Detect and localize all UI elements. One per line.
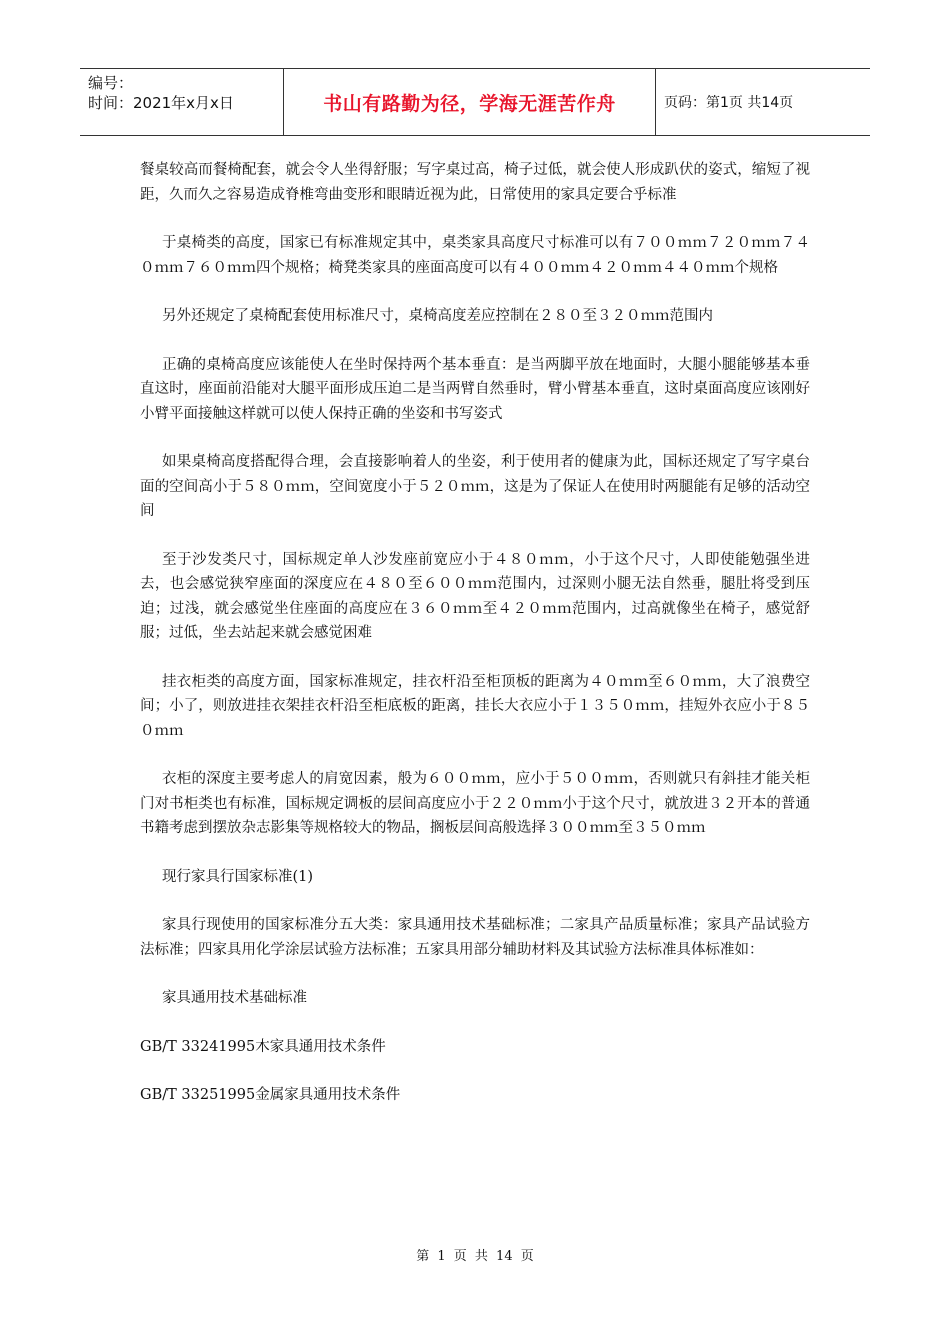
section-heading: 家具通用技术基础标准 — [162, 990, 307, 1006]
document-date: 时间：2021年x月x日 — [88, 94, 234, 112]
paragraph: 另外还规定了桌椅配套使用标准尺寸，桌椅高度差应控制在２８０至３２０ｍｍ范围内 — [162, 308, 713, 324]
standard-item: GB/T 33251995金属家具通用技术条件 — [140, 1087, 401, 1103]
paragraph: 正确的桌椅高度应该能使人在坐时保持两个基本垂直：是当两脚平放在地面时，大腿小腿能够基本垂直这时，座面前沿能对大腿平面形成压迫二是当两臂自然垂时，臂小臂基本垂直，这时桌面高度应该刚好小臂平面接触这样就可以使人保持正确的坐姿和书写姿式 — [140, 356, 810, 422]
header-page-info: 页码：第1页 共14页 — [664, 95, 794, 111]
document-number-label: 编号： — [88, 74, 134, 92]
paragraph: 餐桌较高而餐椅配套，就会令人坐得舒服；写字桌过高，椅子过低，就会使人形成趴伏的姿式，缩短了视距，久而久之容易造成脊椎弯曲变形和眼睛近视为此，日常使用的家具定要合乎标准 — [140, 162, 810, 203]
page-header — [80, 68, 870, 136]
page-footer: 第 1 页 共 14 页 — [416, 1249, 534, 1264]
paragraph: 衣柜的深度主要考虑人的肩宽因素，般为６００ｍｍ，应小于５００ｍｍ，否则就只有斜挂才能关柜门对书柜类也有标准，国标规定调板的层间高度应小于２２０ｍｍ小于这个尺寸，就放进３２开本的普通书籍考虑到摆放杂志影集等规格较大的物品，搁板层间高般选择３００ｍｍ至３５０ｍｍ — [140, 771, 810, 836]
paragraph: 家具行现使用的国家标准分五大类：家具通用技术基础标准；二家具产品质量标准；家具产品试验方法标准；四家具用化学涂层试验方法标准；五家具用部分辅助材料及其试验方法标准具体标准如： — [140, 917, 810, 958]
paragraph: 至于沙发类尺寸，国标规定单人沙发座前宽应小于４８０ｍｍ，小于这个尺寸，人即使能勉强坐进去，也会感觉狭窄座面的深度应在４８０至６００ｍｍ范围内，过深则小腿无法自然垂，腿肚将受到压迫；过浅，就会感觉坐住座面的高度应在３６０ｍｍ至４２０ｍｍ范围内，过高就像坐在椅子，感觉舒服；过低，坐去站起来就会感觉困难 — [140, 551, 810, 641]
header-meta — [80, 69, 284, 135]
document-body — [140, 158, 810, 1132]
paragraph: 于桌椅类的高度，国家已有标准规定其中，桌类家具高度尺寸标准可以有７００ｍｍ７２０ｍｍ７４０ｍｍ７６０ｍｍ四个规格；椅凳类家具的座面高度可以有４００ｍｍ４２０ｍｍ４４０ｍｍ个规格 — [140, 235, 810, 276]
standard-item: GB/T 33241995木家具通用技术条件 — [140, 1038, 386, 1055]
paragraph: 挂衣柜类的高度方面，国家标准规定，挂衣杆沿至柜顶板的距离为４０ｍｍ至６０ｍｍ，大了浪费空间；小了，则放进挂衣架挂衣杆沿至柜底板的距离，挂长大衣应小于１３５０ｍｍ，挂短外衣应小于８５０ｍｍ — [140, 673, 810, 739]
paragraph: 如果桌椅高度搭配得合理，会直接影响着人的坐姿，利于使用者的健康为此，国标还规定了写字桌台面的空间高小于５８０ｍｍ，空间宽度小于５２０ｍｍ，这是为了保证人在使用时两腿能有足够的活动空间 — [140, 454, 810, 519]
section-heading: 现行家具行国家标准(1) — [162, 868, 314, 885]
header-motto: 书山有路勤为径，学海无涯苦作舟 — [284, 69, 656, 135]
